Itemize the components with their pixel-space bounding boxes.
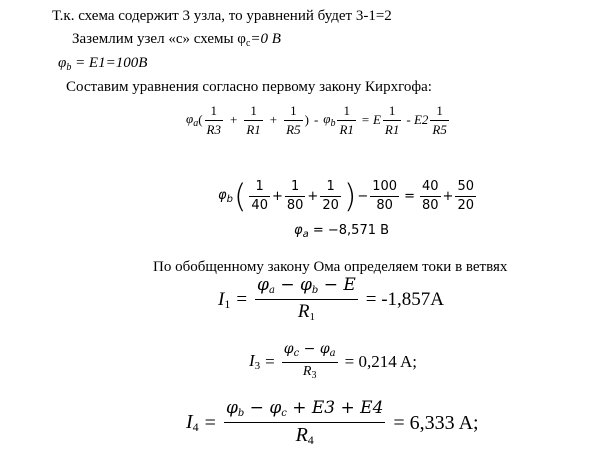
- eq2-frac-1-20: $\frac{1}{20}$: [322, 179, 339, 213]
- i4-numerator: $\varphi_b - \varphi_c + E3 + E4$: [225, 398, 384, 419]
- eq1-frac-r5-b: $\frac{1}{R5}$: [432, 103, 447, 137]
- eq1-plus-1: +: [230, 112, 238, 128]
- i1-denominator: $R_1$: [297, 300, 315, 323]
- eq1-frac-r5: $\frac{1}{R5}$: [286, 103, 301, 137]
- phi-b-pre: φ: [58, 55, 67, 71]
- i1-equals: =: [236, 289, 248, 311]
- eq2-big-open: (: [233, 177, 247, 216]
- i1-result: = -1,857A: [365, 289, 445, 311]
- eq1-close: ): [304, 112, 309, 128]
- eq1-open: (: [198, 112, 203, 128]
- eq2-frac-1-40: $\frac{1}{40}$: [251, 179, 268, 213]
- phi-b-post: = E1=100В: [71, 55, 148, 71]
- equation-i3: [249, 342, 417, 381]
- text-ohm-law: По обобщенному закону Ома определяем токи в ветвях: [153, 259, 508, 275]
- eq1-minus-e2: - E2: [406, 112, 429, 128]
- eq1-phi-b: $\varphi_b$: [323, 111, 336, 130]
- equation-kirchhoff-symbolic: [186, 104, 451, 136]
- i3-equals: =: [265, 351, 275, 371]
- eq1-minus: -: [313, 112, 319, 128]
- eq2-big-close: ): [343, 177, 357, 216]
- i4-lhs: $I_4$: [186, 411, 199, 435]
- eq2-frac-100-80: $\frac{100}{80}$: [372, 179, 398, 213]
- eq2-plus-1: +: [271, 188, 283, 204]
- eq1-equals-e: = E: [360, 112, 381, 128]
- ground-node-sub: c: [245, 38, 251, 49]
- eq2-phi-b: $\varphi_b$: [218, 187, 233, 205]
- i3-result: = 0,214 A;: [344, 351, 418, 371]
- i3-lhs: $I_3$: [249, 351, 261, 372]
- eq2-plus-3: +: [442, 188, 454, 204]
- eq2-frac-50-20: $\frac{50}{20}$: [457, 179, 474, 213]
- text-nodes-count: Т.к. схема содержит 3 узла, то уравнений будет 3-1=2: [52, 8, 392, 24]
- i4-fraction: [224, 400, 385, 446]
- eq2-minus: −: [357, 188, 369, 204]
- i1-fraction: [255, 277, 358, 323]
- eq2-frac-1-80: $\frac{1}{80}$: [286, 179, 304, 213]
- text-phi-b: [58, 55, 147, 73]
- eq2-frac-40-80: $\frac{40}{80}$: [422, 179, 439, 213]
- i1-numerator: $\varphi_a - \varphi_b - E$: [257, 275, 356, 296]
- eq3-rhs: = −8,571 В: [308, 223, 390, 238]
- equation-kirchhoff-numeric: [218, 177, 478, 216]
- ground-node-pre: Заземлим узел «c» схемы φ: [72, 31, 246, 47]
- phi-b-sub: b: [66, 62, 72, 73]
- eq1-plus-2: +: [269, 112, 278, 128]
- i4-denominator: $R_4$: [295, 423, 314, 447]
- ground-node-post: =0 В: [250, 31, 281, 47]
- eq1-frac-r1-b: $\frac{1}{R1}$: [339, 103, 354, 137]
- i1-lhs: $I_1$: [218, 288, 231, 311]
- eq1-frac-r1-c: $\frac{1}{R1}$: [384, 103, 400, 137]
- i3-fraction: [282, 342, 338, 381]
- eq3-phi-a: $\varphi_a$: [294, 223, 309, 240]
- equation-i1: [218, 277, 444, 323]
- i3-numerator: $\varphi_c - \varphi_a$: [283, 341, 336, 359]
- equation-i4: [186, 400, 479, 446]
- eq2-plus-2: +: [307, 188, 319, 204]
- eq1-phi-a: $\varphi_a$: [186, 111, 199, 130]
- i4-result: = 6,333 A;: [393, 411, 479, 434]
- eq2-equals: =: [404, 188, 415, 204]
- eq1-frac-r3: $\frac{1}{R3}$: [206, 103, 221, 137]
- text-kirchhoff: Составим уравнения согласно первому закону Кирхгофа:: [66, 79, 432, 95]
- equation-phi-a-result: [294, 223, 389, 240]
- eq1-frac-r1: $\frac{1}{R1}$: [246, 103, 261, 137]
- i3-denominator: $R_3$: [302, 363, 317, 381]
- text-ground-node: [72, 31, 281, 49]
- i4-equals: =: [204, 411, 216, 434]
